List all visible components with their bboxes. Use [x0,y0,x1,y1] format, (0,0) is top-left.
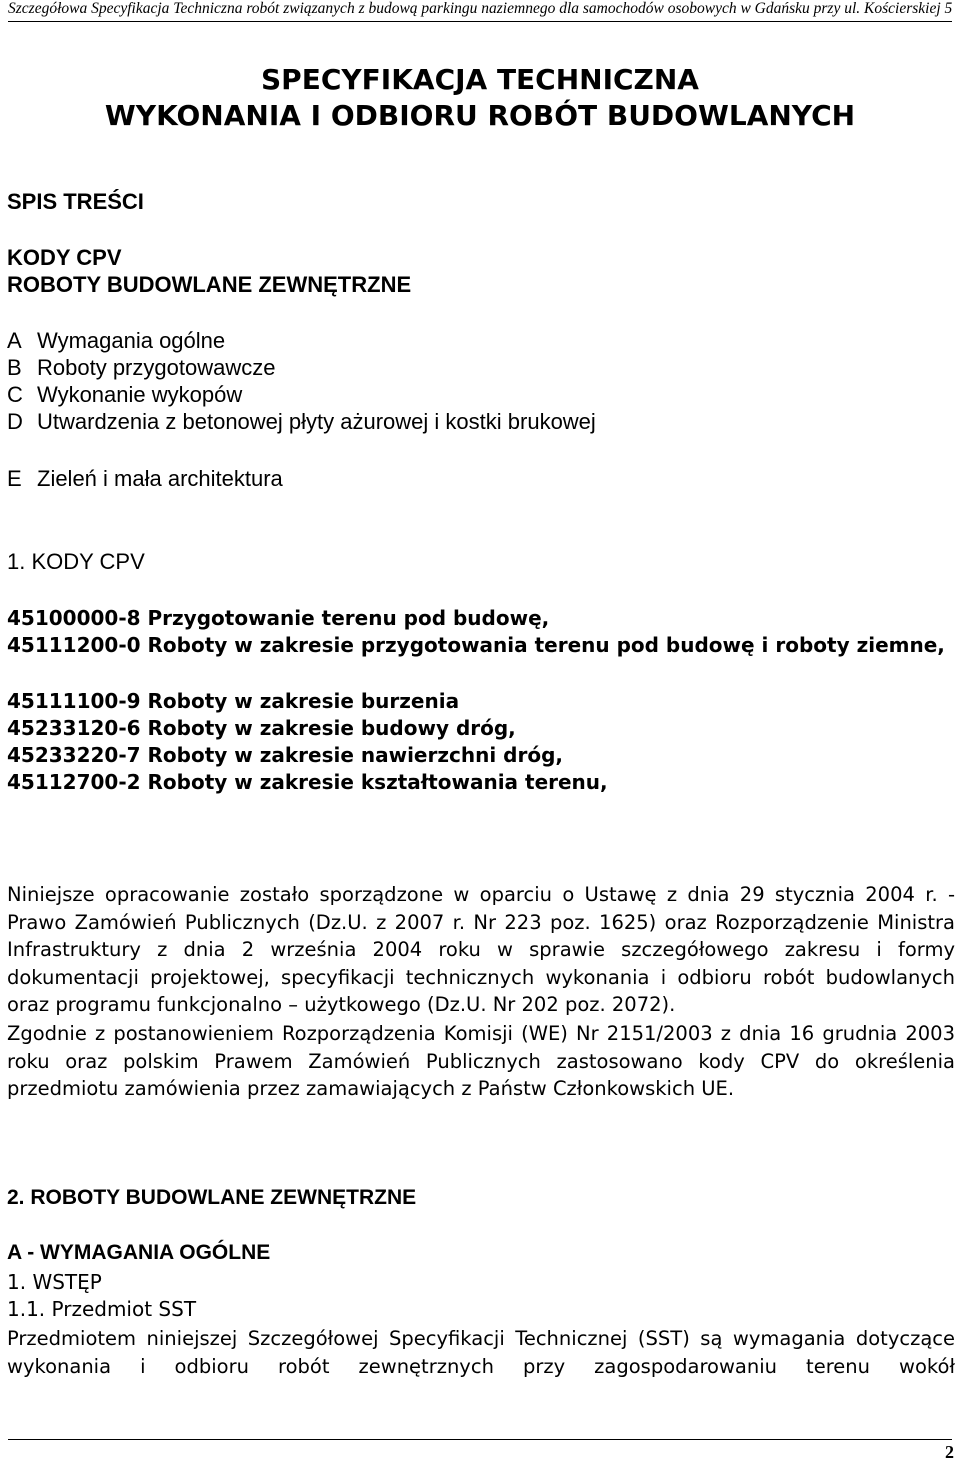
toc-item-text: Zieleń i mała architektura [37,466,283,491]
toc-subheading-cpv: KODY CPV [7,245,122,270]
toc-item [7,408,596,435]
toc-item [7,327,225,354]
toc-item [7,381,242,408]
section1-title: 1. KODY CPV [7,549,145,574]
cpv-code-line: 45111200-0 Roboty w zakresie przygotowania terenu pod budowę i roboty ziemne, [7,633,945,657]
cpv-code-line: 45233120-6 Roboty w zakresie budowy dróg, [7,716,516,740]
item-introduction: 1. WSTĘP [7,1270,102,1294]
toc-item-text: Wykonanie wykopów [37,382,243,407]
toc-item-letter: A [7,328,22,353]
toc-item-text: Wymagania ogólne [37,328,226,353]
cpv-code-line: 45111100-9 Roboty w zakresie burzenia [7,689,460,713]
document-title-line1: SPECYFIKACJA TECHNICZNA [261,63,699,96]
legal-basis-paragraph: Niniejsze opracowanie zostało sporządzone w oparciu o Ustawę z dnia 29 stycznia 2004 r. - Prawo Zamówień Publicznych (Dz.U. z 2007 r. Nr 223 poz. 1625) oraz Rozporządzenie Ministra Infrastruktury z dnia 2 września 2004 roku w sprawie szczegółowego zakresu i formy dokumentacji projektowej, specyfikacji technicznych wykonania i odbioru robót budowlanych oraz programu funkcjonalno – użytkowego (Dz.U. Nr 202 poz. 2072). [7,883,955,1016]
cpv-code-line: 45112700-2 Roboty w zakresie kształtowania terenu, [7,770,608,794]
toc-item-letter: E [7,466,22,491]
toc-item-letter: B [7,355,22,380]
toc-item [7,465,283,492]
document-title-line2: WYKONANIA I ODBIORU ROBÓT BUDOWLANYCH [104,99,856,132]
item-subject: 1.1. Przedmiot SST [7,1297,197,1321]
cpv-regulation-paragraph: Zgodnie z postanowieniem Rozporządzenia Komisji (WE) Nr 2151/2003 z dnia 16 grudnia 2003 roku oraz polskim Prawem Zamówień Publicznych zastosowano kody CPV do określenia przedmiotu zamówienia przez zamawiających z Państw Członkowskich UE. [7,1022,955,1100]
section2-title: 2. ROBOTY BUDOWLANE ZEWNĘTRZNE [7,1186,417,1209]
toc-subheading-works: ROBOTY BUDOWLANE ZEWNĘTRZNE [7,272,412,297]
running-header: Szczegółowa Specyfikacja Techniczna robót związanych z budową parkingu naziemnego dla samochodów osobowych w Gdańsku przy ul. Kościerskiej 5 [8,0,952,22]
page-number: 2 [945,1442,954,1462]
subject-paragraph: Przedmiotem niniejszej Szczegółowej Specyfikacji Technicznej (SST) są wymagania dotyczące wykonania i odbioru robót zewnętrznych przy zagospodarowaniu terenu wokół [7,1327,955,1378]
toc-item [7,354,275,381]
toc-item-letter: D [7,409,23,434]
cpv-code-line: 45100000-8 Przygotowanie terenu pod budowę, [7,606,550,630]
cpv-code-line: 45233220-7 Roboty w zakresie nawierzchni dróg, [7,743,563,767]
footer-divider [8,1439,952,1440]
toc-item-text: Utwardzenia z betonowej płyty ażurowej i kostki brukowej [37,409,596,434]
toc-item-letter: C [7,382,23,407]
toc-heading: SPIS TREŚCI [7,189,144,214]
section2-subtitle: A - WYMAGANIA OGÓLNE [7,1241,271,1264]
toc-item-text: Roboty przygotowawcze [37,355,276,380]
